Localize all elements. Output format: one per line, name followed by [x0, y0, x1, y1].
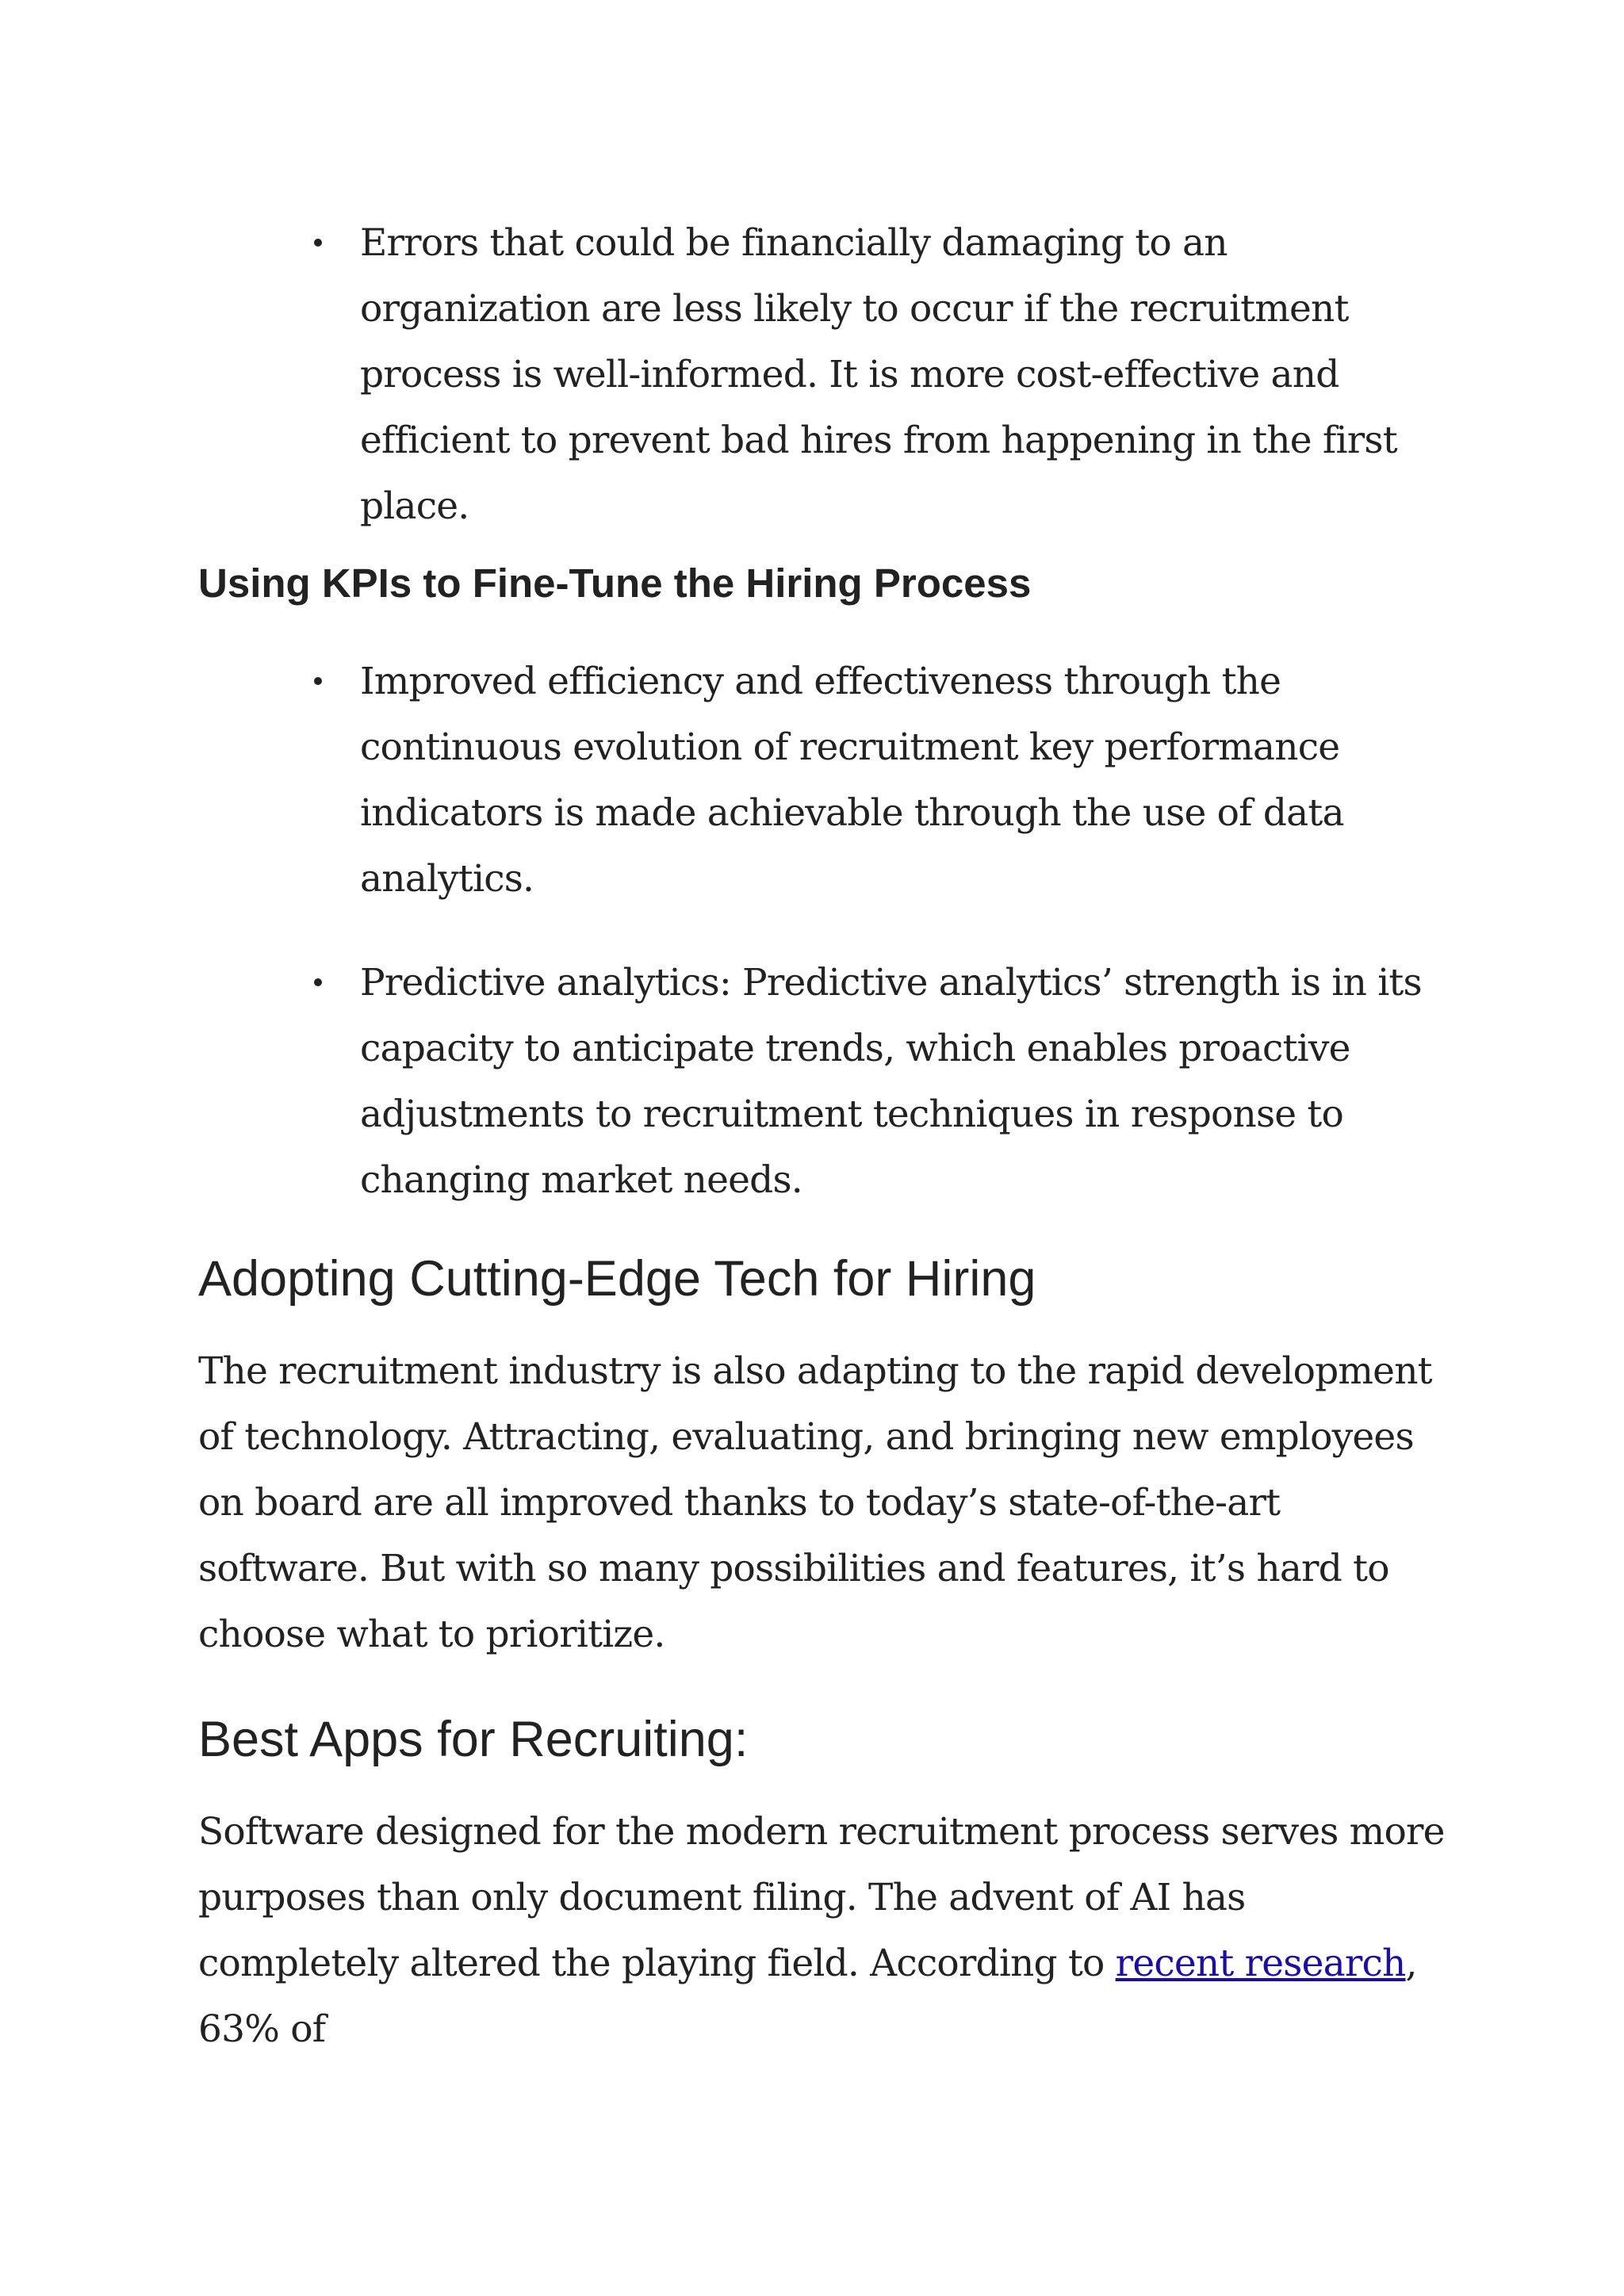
document-content: [198, 210, 1451, 2107]
bullet-list-errors: [198, 210, 1451, 539]
tech-section-paragraph: The recruitment industry is also adapting to the rapid development of technology. Attracting, evaluating, and bringing new employees on board are all improved thanks to today’s state-of-the-art software. But with so many possibilities and features, it’s hard to choose what to prioritize.: [198, 1349, 1432, 1656]
list-item-text: Errors that could be financially damaging to an organization are less likely to occur if the recruitment process is well-informed. It is more cost-effective and efficient to prevent bad hires from happening in the first place.: [360, 221, 1397, 528]
list-item-text: Improved efficiency and effectiveness through the continuous evolution of recruitment key performance indicators is made achievable through the use of data analytics.: [360, 660, 1344, 901]
list-item: [360, 210, 1451, 539]
paragraph-text: Software designed for the modern recruitment process serves more purposes than only document filing. The advent of AI has completely altered the playing field. According to: [198, 1810, 1445, 1985]
bullet-icon: [314, 239, 322, 247]
list-item-text: Predictive analytics: Predictive analytics’ strength is in its capacity to anticipate trends, which enables proactive adjustments to recruitment techniques in response to changing market needs.: [360, 961, 1422, 1202]
kpi-section-heading: Using KPIs to Fine-Tune the Hiring Process: [198, 561, 1032, 606]
list-item: [360, 649, 1451, 912]
recent-research-link[interactable]: recent research: [1115, 1942, 1406, 1985]
tech-section-heading: Adopting Cutting-Edge Tech for Hiring: [198, 1251, 1036, 1307]
bullet-icon: [314, 978, 322, 986]
apps-section-heading: Best Apps for Recruiting:: [198, 1712, 749, 1767]
paragraph-text: , 63% of: [198, 1942, 1417, 2051]
apps-section-paragraph: [198, 1799, 1451, 2062]
list-item: [360, 950, 1451, 1213]
bullet-list-kpi: [198, 649, 1451, 1213]
bullet-icon: [314, 677, 322, 685]
